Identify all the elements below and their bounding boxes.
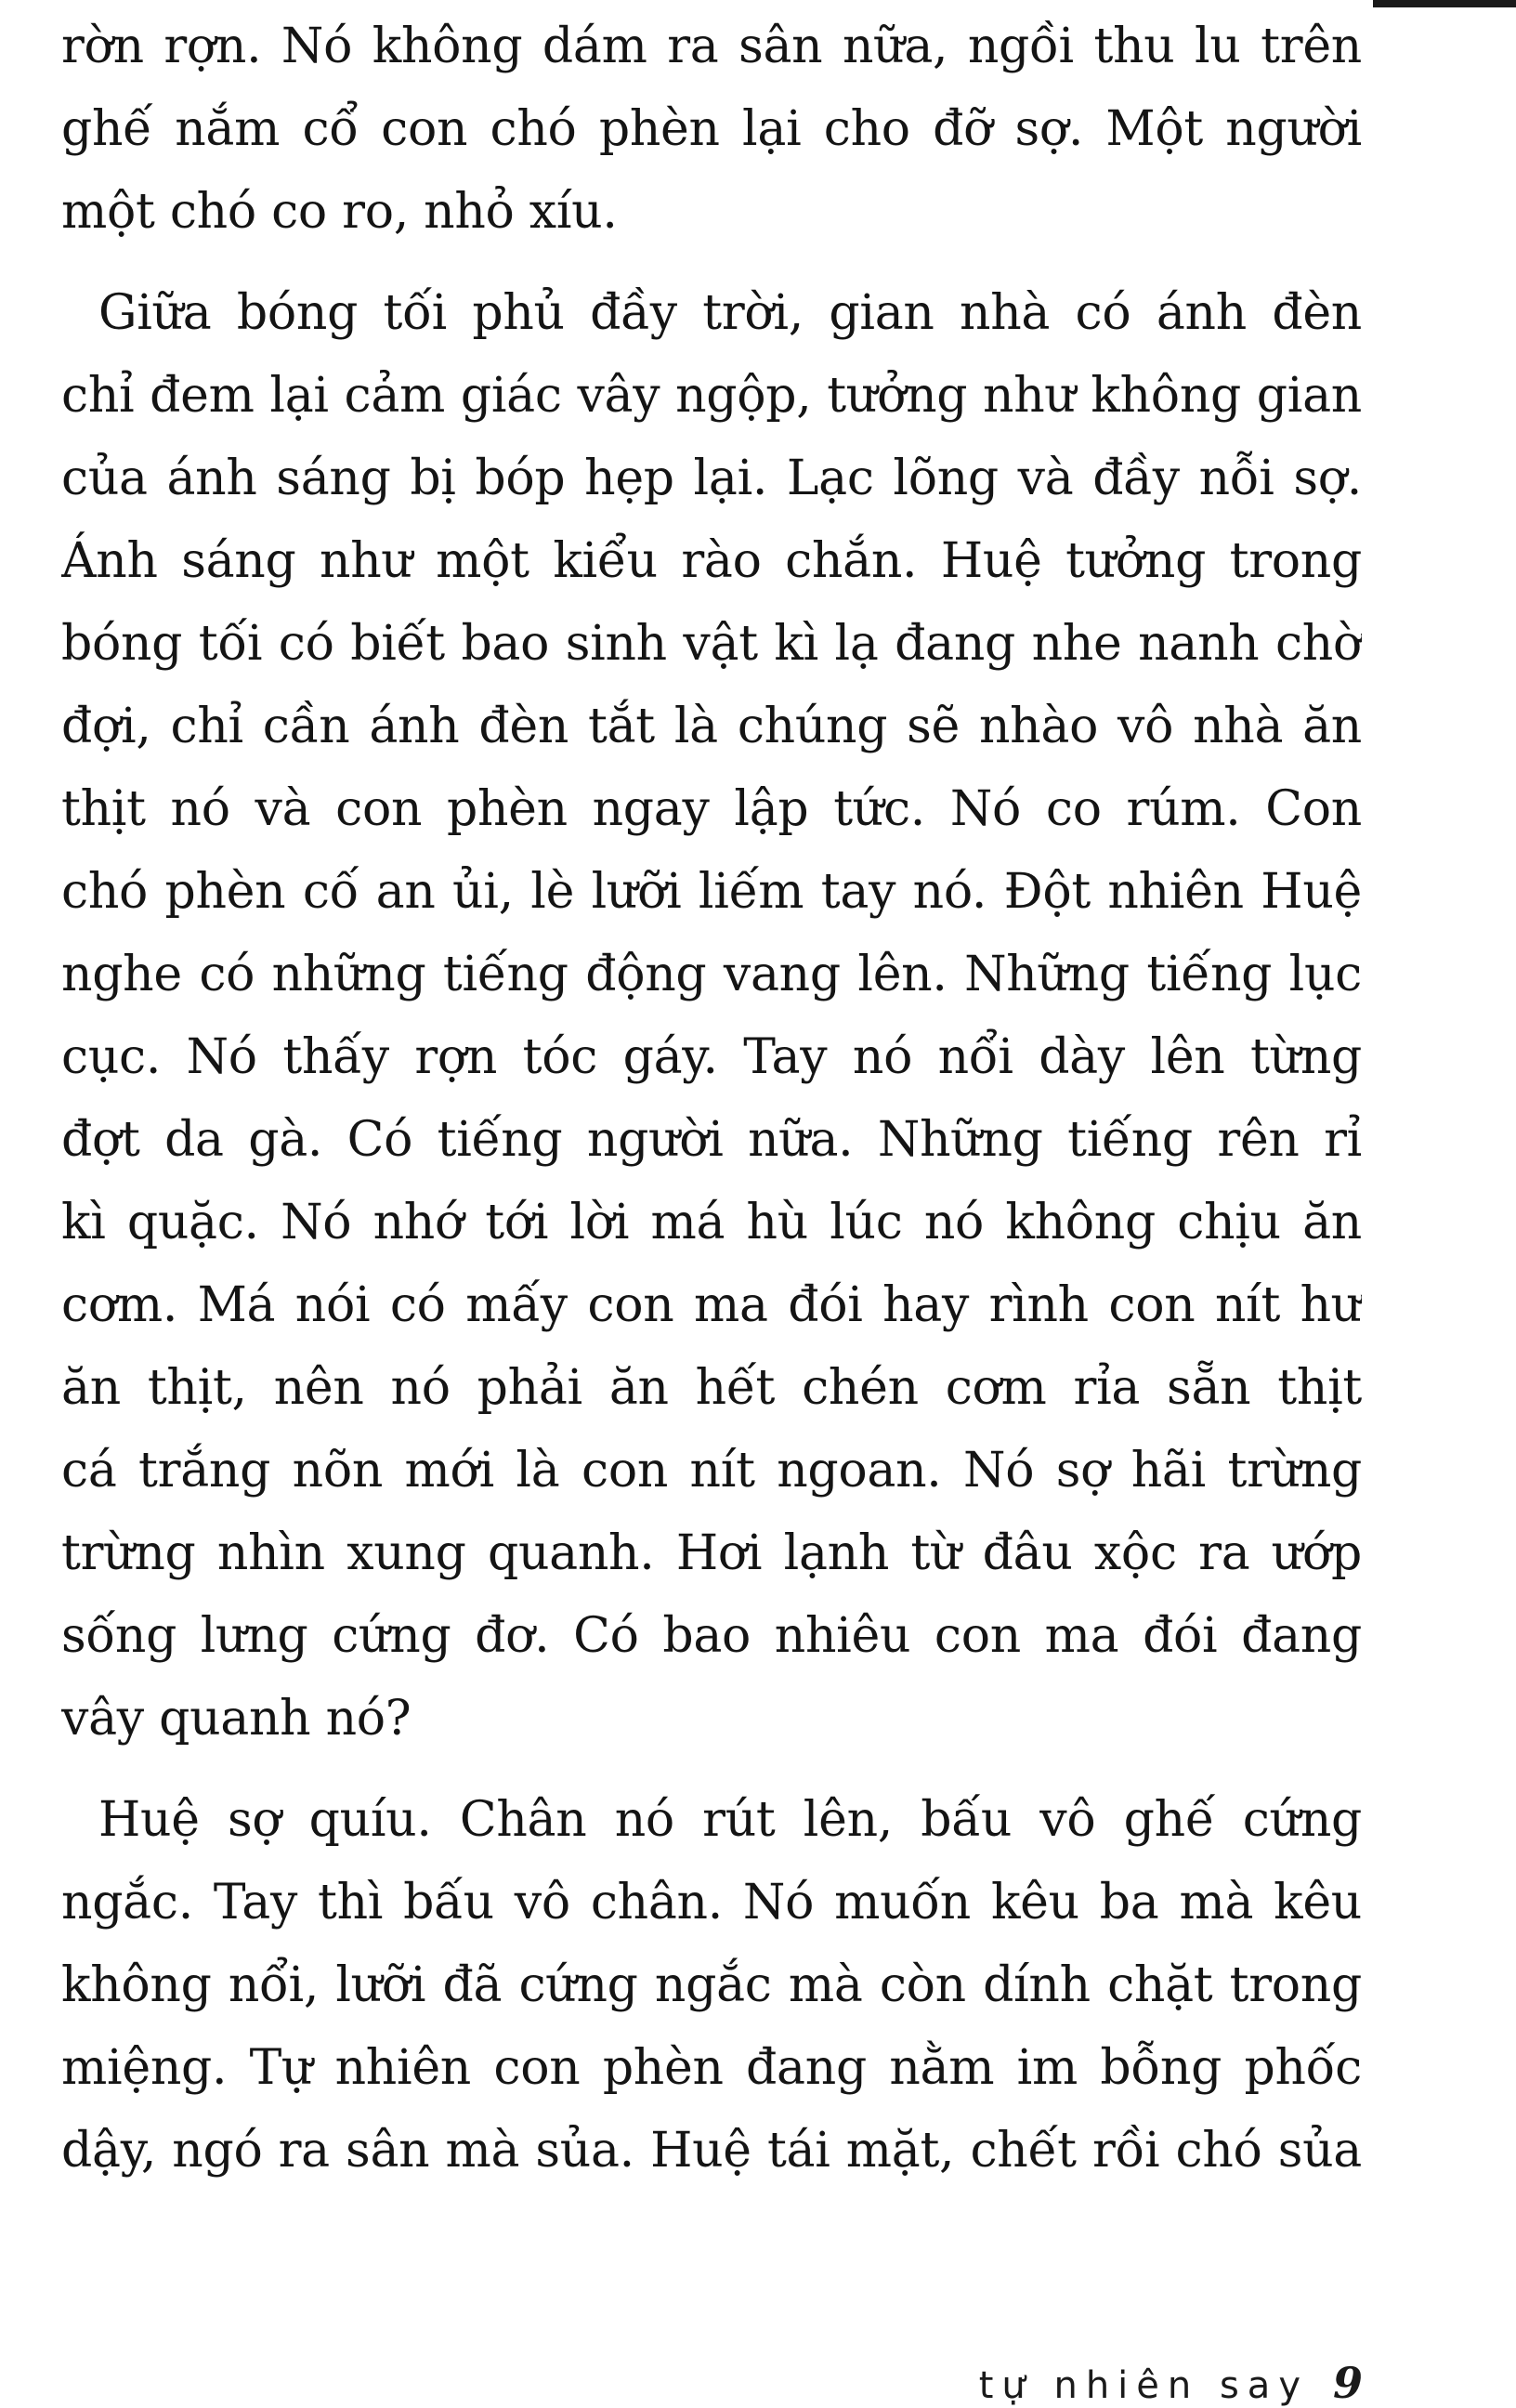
text-line: Giữa bóng tối phủ đầy trời, gian nhà có ánh đèn [98,285,1362,341]
text-line: ăn thịt, nên nó phải ăn hết chén cơm rỉa sẵn thịt [61,1360,1362,1416]
text-line: thịt nó và con phèn ngay lập tức. Nó co rúm. Con [61,781,1362,837]
text-line: đợi, chỉ cần ánh đèn tắt là chúng sẽ nhào vô nhà ăn [61,699,1362,754]
page-number: 9 [1332,2358,1363,2408]
text-line: cục. Nó thấy rợn tóc gáy. Tay nó nổi dày lên từng [61,1029,1362,1085]
text-line: trừng nhìn xung quanh. Hơi lạnh từ đâu xộc ra ướp [61,1525,1362,1581]
text-line: của ánh sáng bị bóp hẹp lại. Lạc lõng và đầy nỗi sợ. [61,451,1362,506]
text-line: chó phèn cố an ủi, lè lưỡi liếm tay nó. Đột nhiên Huệ [61,864,1362,920]
paragraph-1 [61,6,1362,254]
text-line: đợt da gà. Có tiếng người nữa. Những tiếng rên rỉ [61,1112,1362,1168]
text-line: kì quặc. Nó nhớ tới lời má hù lúc nó không chịu ăn [61,1195,1362,1250]
text-line: Ánh sáng như một kiểu rào chắn. Huệ tưởng trong [61,533,1362,589]
text-line: ghế nắm cổ con chó phèn lại cho đỡ sợ. Một người [61,101,1362,157]
top-edge-rule [1373,0,1516,7]
text-line: Huệ sợ quíu. Chân nó rút lên, bấu vô ghế cứng [98,1792,1362,1848]
paragraph-2 [61,272,1362,1760]
text-line: cá trắng nõn mới là con nít ngoan. Nó sợ hãi trừng [61,1443,1362,1498]
text-line: bóng tối có biết bao sinh vật kì lạ đang nhe nanh chờ [61,616,1362,672]
running-title: tự nhiên say [978,2364,1309,2407]
page-footer [978,2358,1363,2408]
text-line: không nổi, lưỡi đã cứng ngắc mà còn dính chặt trong [61,1957,1362,2013]
text-line: một chó co ro, nhỏ xíu. [61,184,618,240]
text-line: vây quanh nó? [61,1691,412,1747]
text-line: cơm. Má nói có mấy con ma đói hay rình con nít hư [61,1277,1362,1333]
text-line: rờn rợn. Nó không dám ra sân nữa, ngồi thu lu trên [61,19,1362,74]
paragraph-3 [61,1779,1362,2192]
text-line: miệng. Tự nhiên con phèn đang nằm im bỗng phốc [61,2040,1362,2096]
text-line: dậy, ngó ra sân mà sủa. Huệ tái mặt, chết rồi chó sủa [61,2123,1362,2179]
text-line: sống lưng cứng đơ. Có bao nhiêu con ma đói đang [61,1608,1362,1664]
body-text [61,6,1362,2192]
text-line: chỉ đem lại cảm giác vây ngộp, tưởng như không gian [61,368,1362,424]
text-line: ngắc. Tay thì bấu vô chân. Nó muốn kêu ba mà kêu [61,1875,1362,1930]
text-line: nghe có những tiếng động vang lên. Những tiếng lục [61,947,1362,1002]
